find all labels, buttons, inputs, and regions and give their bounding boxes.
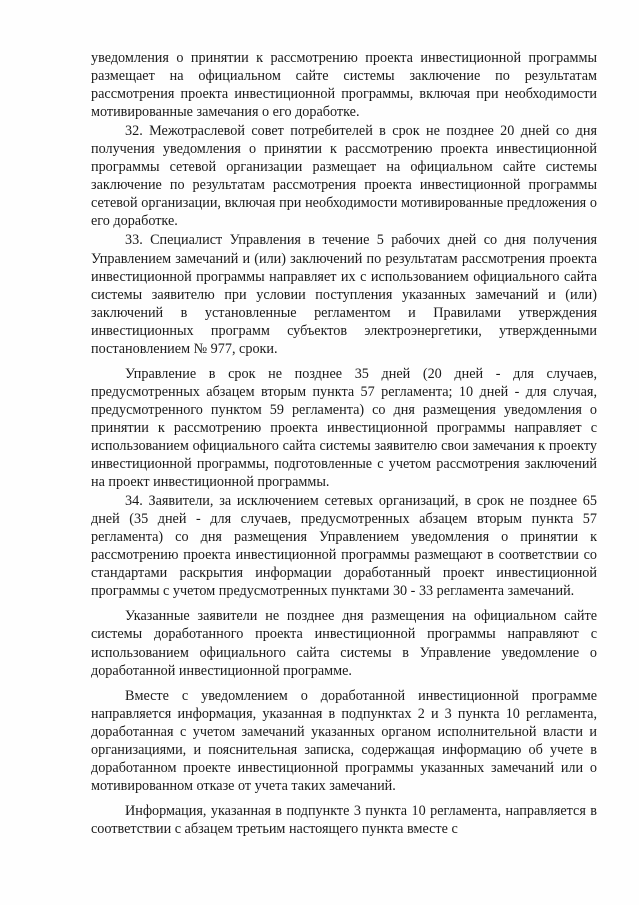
paragraph-34-information: Информация, указанная в подпункте 3 пункта 10 регламента, направляется в соответствии с абзацем третьим настоящего пункта вместе с [91, 802, 597, 837]
paragraph-34: 34. Заявители, за исключением сетевых организаций, в срок не позднее 65 дней (35 дней - для случаев, предусмотренных абзацем вторым пункта 57 регламента) со дня размещения Управлением уведомления о принятии к рассмотрению проекта инвестиционной программы размещают в соответствии со стандартами раскрытия информации доработанный проект инвестиционной программы с учетом предусмотренных пунктами 30 - 33 регламента замечаний. [91, 493, 597, 600]
document-body [91, 49, 597, 839]
paragraph-continuation: уведомления о принятии к рассмотрению проекта инвестиционной программы размещает на официальном сайте системы заключение по результатам рассмотрения проекта инвестиционной программы, включая при необходимости мотивированные замечания о его доработке. [91, 50, 597, 121]
paragraph-33-management: Управление в срок не позднее 35 дней (20 дней - для случаев, предусмотренных абзацем вторым пункта 57 регламента; 10 дней - для случая, предусмотренного пунктом 59 регламента) со дня размещения уведомления о принятии к рассмотрению проекта инвестиционной программы направляет с использованием официального сайта системы заявителю свои замечания к проекту инвестиционной программы, подготовленные с учетом рассмотрения заключений на проект инвестиционной программы. [91, 365, 597, 491]
paragraph-34-notification: Указанные заявители не позднее дня размещения на официальном сайте системы доработанного проекта инвестиционной программы направляют с использованием официального сайта системы в Управление уведомление о доработанной инвестиционной программе. [91, 608, 597, 679]
paragraph-32: 32. Межотраслевой совет потребителей в срок не позднее 20 дней со дня получения уведомления о принятии к рассмотрению проекта инвестиционной программы сетевой организации размещает на официальном сайте системы заключение по результатам рассмотрения проекта инвестиционной программы сетевой организации, включая при необходимости мотивированные предложения о его доработке. [91, 123, 597, 230]
paragraph-33: 33. Специалист Управления в течение 5 рабочих дней со дня получения Управлением замечаний и (или) заключений по результатам рассмотрения проекта инвестиционной программы направляет их с использованием официального сайта системы заявителю при условии поступления указанных замечаний и (или) заключений в установленные регламентом и Правилами утверждения инвестиционных программ субъектов электроэнергетики, утвержденными постановлением № 977, сроки. [91, 232, 597, 357]
paragraph-34-together: Вместе с уведомлением о доработанной инвестиционной программе направляется информация, указанная в подпунктах 2 и 3 пункта 10 регламента, доработанная с учетом замечаний указанных органом исполнительной власти и организациями, и пояснительная записка, содержащая информацию об учете в доработанном проекте инвестиционной программы указанных замечаний или о мотивированном отказе от учета таких замечаний. [91, 687, 597, 794]
